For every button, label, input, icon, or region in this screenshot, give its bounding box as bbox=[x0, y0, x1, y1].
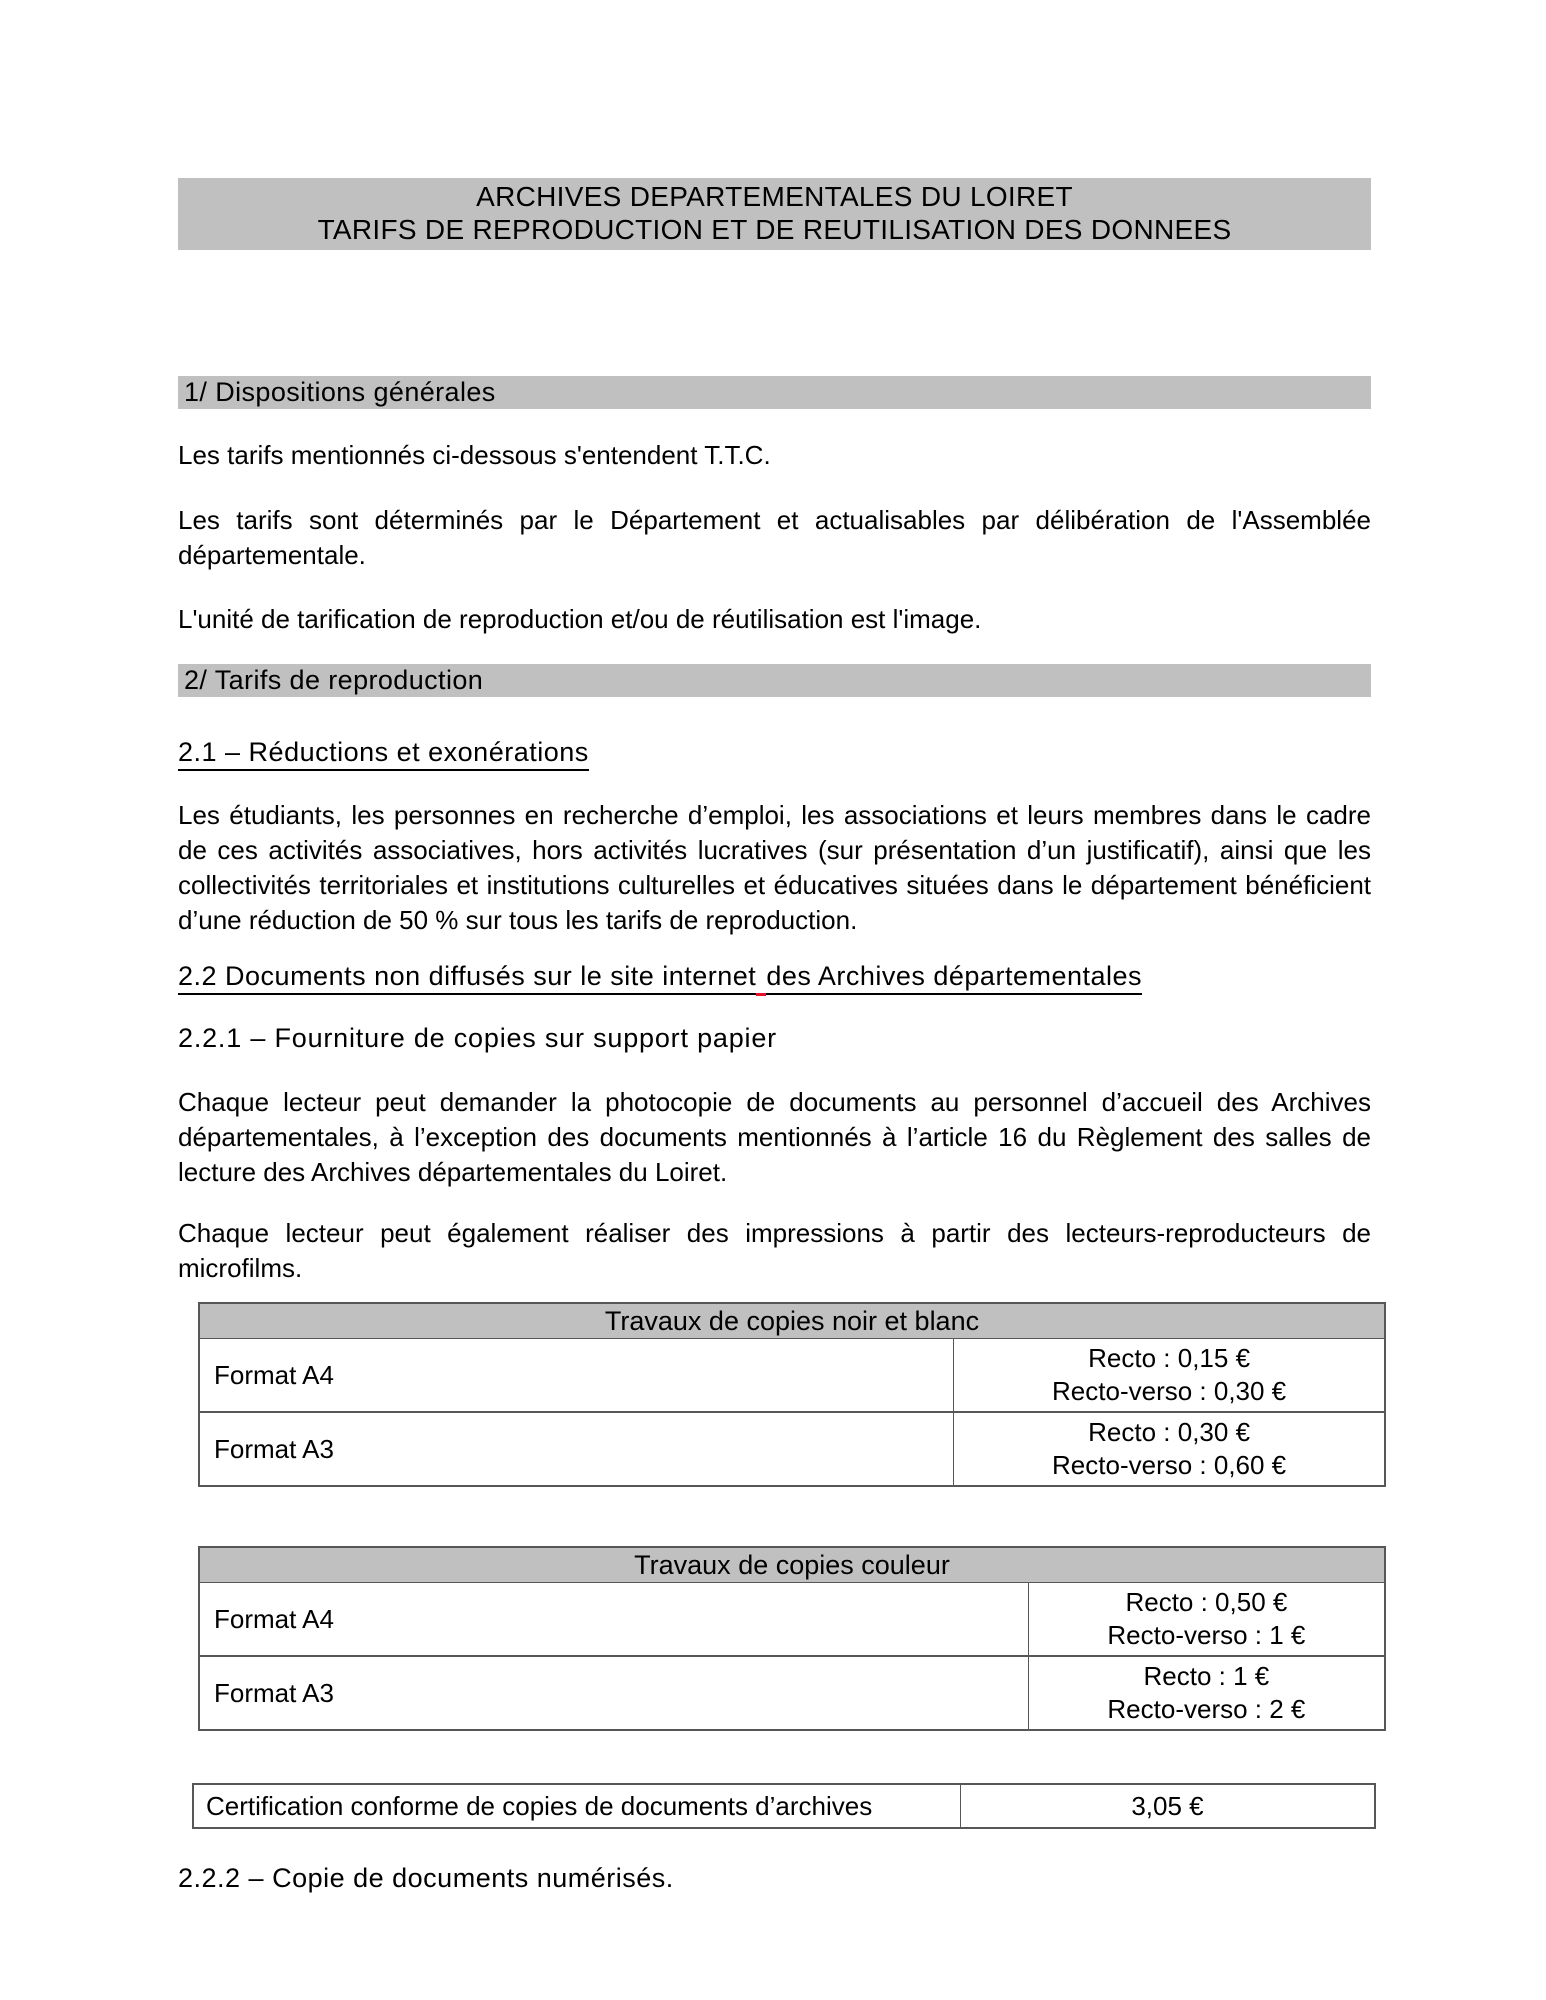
heading-2-2 bbox=[178, 961, 1371, 996]
table-row bbox=[200, 1583, 1384, 1655]
table-copies-couleur bbox=[198, 1546, 1386, 1731]
section-2-heading: 2/ Tarifs de reproduction bbox=[178, 664, 1371, 697]
certification-label: Certification conforme de copies de documents d’archives bbox=[194, 1785, 961, 1827]
paragraph-reductions: Les étudiants, les personnes en recherche d’emploi, les associations et leurs membres dans le cadre de ces activités associatives, hors activités lucratives (sur présentation d’un justificatif), ainsi que les collectivités territoriales et institutions culturelles et éducatives situées dans le département bénéficient d’une réduction de 50 % sur tous les tarifs de reproduction. bbox=[178, 800, 1371, 935]
section-1-heading: 1/ Dispositions générales bbox=[178, 376, 1371, 409]
document-title-line2: TARIFS DE REPRODUCTION ET DE REUTILISATION DES DONNEES bbox=[317, 214, 1232, 245]
heading-2-1-text: 2.1 – Réductions et exonérations bbox=[178, 737, 589, 771]
heading-2-2-text-part2: des Archives départementales bbox=[766, 961, 1142, 995]
table-certification bbox=[192, 1783, 1376, 1829]
table-bw-row1-price bbox=[954, 1339, 1384, 1411]
table-bw-row2-label: Format A3 bbox=[200, 1413, 954, 1485]
certification-price: 3,05 € bbox=[1131, 1791, 1204, 1821]
table-color-header: Travaux de copies couleur bbox=[200, 1548, 1384, 1583]
paragraph-tarifs-determines: Les tarifs sont déterminés par le Département et actualisables par délibération de l'Assemblée départementale. bbox=[178, 505, 1371, 570]
price-recto: Recto : 0,30 € bbox=[1088, 1417, 1251, 1447]
table-bw-row2-price bbox=[954, 1413, 1384, 1485]
paragraph-unite-tarification: L'unité de tarification de reproduction et/ou de réutilisation est l'image. bbox=[178, 604, 982, 634]
table-row bbox=[200, 1655, 1384, 1729]
document-content bbox=[178, 0, 1371, 1894]
paragraph-photocopie: Chaque lecteur peut demander la photocopie de documents au personnel d’accueil des Archives départementales, à l’exception des documents mentionnés à l’article 16 du Règlement des salles de lecture des Archives départementales du Loiret. bbox=[178, 1087, 1371, 1187]
heading-2-2-text-part1: 2.2 Documents non diffusés sur le site internet bbox=[178, 961, 756, 995]
table-copies-noir-et-blanc bbox=[198, 1302, 1386, 1487]
price-recto-verso: Recto-verso : 0,60 € bbox=[1052, 1450, 1287, 1480]
table-color-row1-label: Format A4 bbox=[200, 1583, 1029, 1655]
price-recto: Recto : 1 € bbox=[1143, 1661, 1270, 1691]
spellcheck-underline-mark bbox=[756, 961, 766, 996]
price-recto-verso: Recto-verso : 2 € bbox=[1107, 1694, 1306, 1724]
table-bw-row1-label: Format A4 bbox=[200, 1339, 954, 1411]
table-row bbox=[200, 1411, 1384, 1485]
table-row bbox=[200, 1339, 1384, 1411]
price-recto-verso: Recto-verso : 1 € bbox=[1107, 1620, 1306, 1650]
price-recto: Recto : 0,15 € bbox=[1088, 1343, 1251, 1373]
price-recto: Recto : 0,50 € bbox=[1125, 1587, 1288, 1617]
table-color-row2-label: Format A3 bbox=[200, 1657, 1029, 1729]
document-title-banner bbox=[178, 178, 1371, 250]
price-recto-verso: Recto-verso : 0,30 € bbox=[1052, 1376, 1287, 1406]
table-color-row1-price bbox=[1029, 1583, 1384, 1655]
paragraph-microfilms: Chaque lecteur peut également réaliser des impressions à partir des lecteurs-reproducteurs de microfilms. bbox=[178, 1218, 1371, 1283]
paragraph-tarifs-ttc: Les tarifs mentionnés ci-dessous s'entendent T.T.C. bbox=[178, 440, 771, 470]
table-color-row2-price bbox=[1029, 1657, 1384, 1729]
document-title-line1: ARCHIVES DEPARTEMENTALES DU LOIRET bbox=[476, 181, 1073, 212]
heading-2-2-2: 2.2.2 – Copie de documents numérisés. bbox=[178, 1863, 674, 1893]
heading-2-2-1: 2.2.1 – Fourniture de copies sur support papier bbox=[178, 1023, 777, 1053]
table-bw-header: Travaux de copies noir et blanc bbox=[200, 1304, 1384, 1339]
heading-2-1 bbox=[178, 737, 1371, 768]
